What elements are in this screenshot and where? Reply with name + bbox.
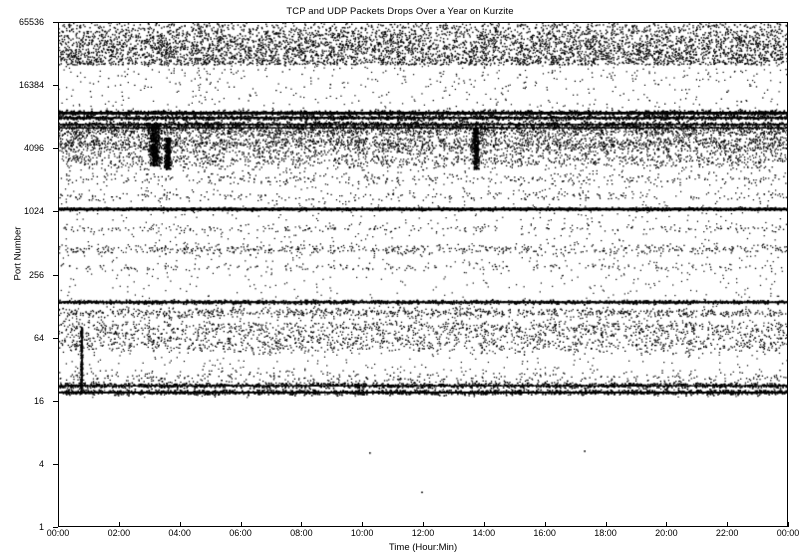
x-tick-label: 08:00 [290, 528, 313, 538]
y-tick-mark [53, 401, 58, 402]
y-tick-label: 4 [38, 458, 44, 469]
x-tick-mark [666, 522, 667, 527]
y-tick-mark [53, 275, 58, 276]
y-tick-label: 65536 [18, 17, 44, 27]
x-tick-mark [606, 522, 607, 527]
x-tick-label: 16:00 [533, 528, 556, 538]
y-tick-label: 1024 [23, 206, 44, 217]
y-tick-label: 4096 [23, 143, 44, 154]
x-tick-mark [788, 522, 789, 527]
x-tick-label: 04:00 [168, 528, 191, 538]
x-tick-mark [180, 522, 181, 527]
plot-area [58, 22, 788, 527]
x-tick-mark [545, 522, 546, 527]
x-tick-mark [727, 522, 728, 527]
x-tick-label: 06:00 [229, 528, 252, 538]
x-tick-mark [484, 522, 485, 527]
x-tick-mark [119, 522, 120, 527]
scatter-plot-canvas [59, 23, 787, 526]
y-tick-label: 64 [33, 332, 44, 343]
x-tick-mark [58, 522, 59, 527]
x-tick-label: 00:00 [46, 528, 70, 538]
x-axis-label: Time (Hour:Min) [388, 542, 458, 553]
x-tick-mark [423, 522, 424, 527]
x-tick-label: 20:00 [655, 528, 678, 538]
x-tick-label: 22:00 [715, 528, 739, 538]
y-tick-label: 16 [33, 395, 44, 406]
y-tick-label: 1 [38, 522, 44, 532]
y-tick-mark [53, 22, 58, 23]
x-tick-label: 00:00 [776, 528, 800, 538]
y-tick-mark [53, 148, 58, 149]
y-tick-label: 16384 [18, 80, 44, 91]
y-tick-label: 256 [28, 269, 44, 280]
y-tick-mark [53, 464, 58, 465]
y-tick-mark [53, 211, 58, 212]
y-tick-mark [53, 85, 58, 86]
x-tick-label: 10:00 [350, 528, 374, 538]
x-tick-mark [362, 522, 363, 527]
x-tick-label: 18:00 [594, 528, 617, 538]
y-axis-label: Port Number [12, 226, 24, 281]
x-tick-label: 14:00 [472, 528, 496, 538]
chart-title: TCP and UDP Packets Drops Over a Year on Kurzite [286, 6, 514, 17]
x-tick-label: 12:00 [411, 528, 435, 538]
x-tick-mark [241, 522, 242, 527]
y-tick-mark [53, 338, 58, 339]
x-tick-label: 02:00 [107, 528, 131, 538]
x-tick-mark [301, 522, 302, 527]
y-axis-tick-labels [0, 0, 54, 560]
